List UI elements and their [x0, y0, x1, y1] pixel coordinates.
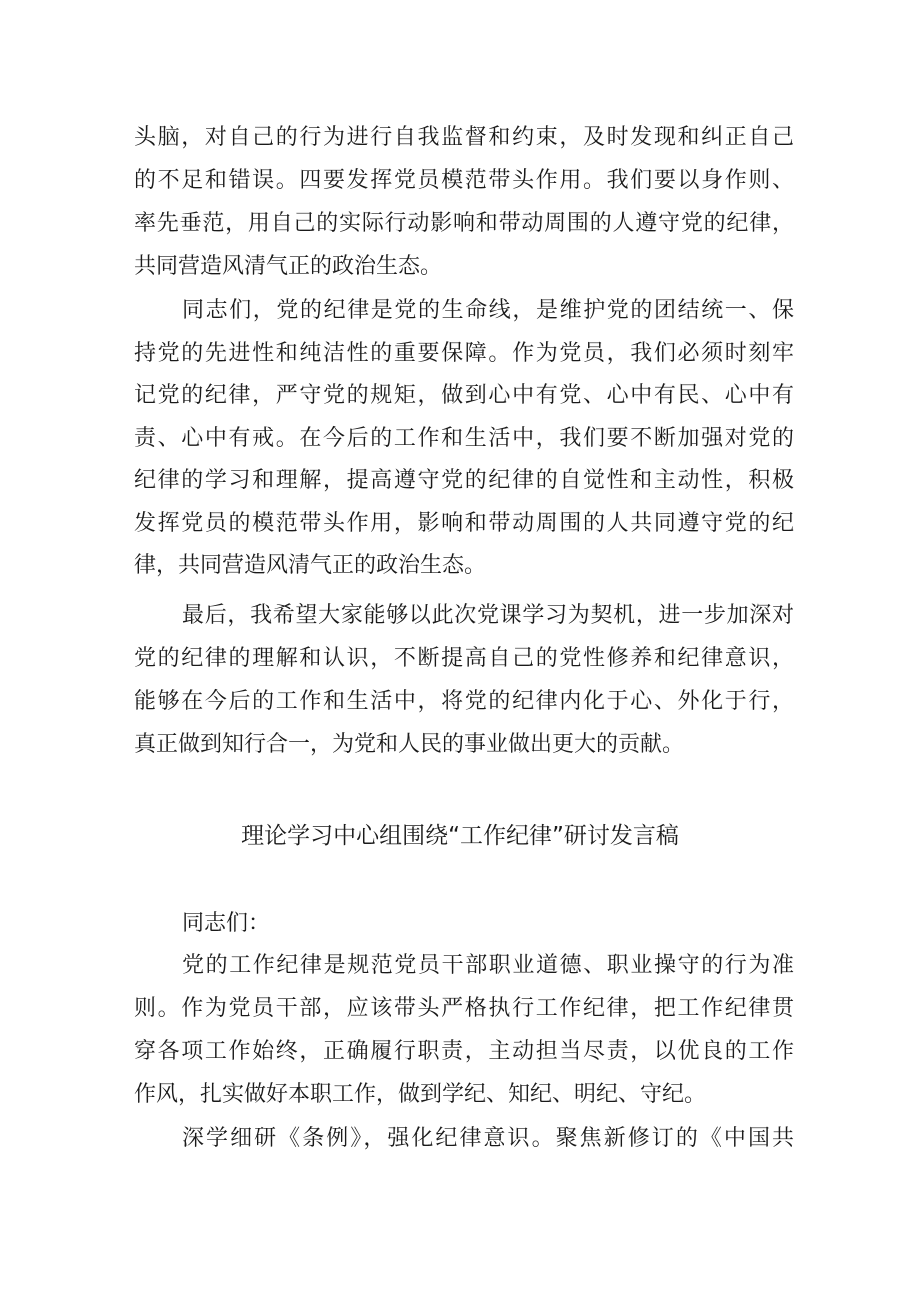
paragraph-line: 发挥党员的模范带头作用，影响和带动周围的人共同遵守党的纪 — [134, 510, 794, 536]
paragraph-line: 党的纪律的理解和认识，不断提高自己的党性修养和纪律意识， — [134, 646, 794, 671]
paragraph-line: 持党的先进性和纯洁性的重要保障。作为党员，我们必须时刻牢 — [134, 340, 794, 366]
paragraph-study-regulations — [134, 1117, 794, 1160]
paragraph-line: 率先垂范，用自己的实际行动影响和带动周围的人遵守党的纪律， — [134, 211, 794, 236]
salutation: 同志们： — [182, 911, 271, 936]
paragraph-line: 同志们，党的纪律是党的生命线，是维护党的团结统一、保 — [182, 298, 794, 323]
paragraph-line: 则。作为党员干部，应该带头严格执行工作纪律，把工作纪律贯 — [134, 996, 794, 1021]
paragraph-line: 律，共同营造风清气正的政治生态。 — [134, 553, 487, 578]
paragraph-line: 的不足和错误。四要发挥党员模范带头作用。我们要以身作则、 — [134, 168, 794, 193]
paragraph-line: 头脑，对自己的行为进行自我监督和约束，及时发现和纠正自己 — [134, 125, 794, 150]
paragraph-line: 责、心中有戒。在今后的工作和生活中，我们要不断加强对党的 — [134, 425, 794, 451]
paragraph-line: 最后，我希望大家能够以此次党课学习为契机，进一步加深对 — [182, 603, 794, 628]
paragraph-line: 真正做到知行合一，为党和人民的事业做出更大的贡献。 — [134, 732, 685, 757]
paragraph-final-hope — [134, 594, 794, 766]
paragraph-line: 党的工作纪律是规范党员干部职业道德、职业操守的行为准 — [182, 953, 794, 978]
section-title: 理论学习中心组围绕“工作纪律”研讨发言稿 — [241, 823, 679, 849]
paragraph-line: 纪律的学习和理解，提高遵守党的纪律的自觉性和主动性，积极 — [134, 468, 794, 493]
paragraph-line: 记党的纪律，严守党的规矩，做到心中有党、心中有民、心中有 — [134, 383, 794, 408]
paragraph-line: 作风，扎实做好本职工作，做到学纪、知纪、明纪、守纪。 — [134, 1082, 707, 1107]
paragraph-line: 能够在今后的工作和生活中，将党的纪律内化于心、外化于行， — [134, 689, 794, 714]
paragraph-discipline-supervision — [134, 116, 794, 288]
paragraph-comrades-conclusion — [134, 290, 794, 588]
paragraph-line: 穿各项工作始终，正确履行职责，主动担当尽责，以优良的工作 — [134, 1039, 794, 1064]
paragraph-work-discipline — [134, 944, 794, 1116]
paragraph-line: 共同营造风清气正的政治生态。 — [134, 254, 443, 279]
paragraph-line: 深学细研《条例》，强化纪律意识。聚焦新修订的《中国共 — [182, 1126, 794, 1151]
